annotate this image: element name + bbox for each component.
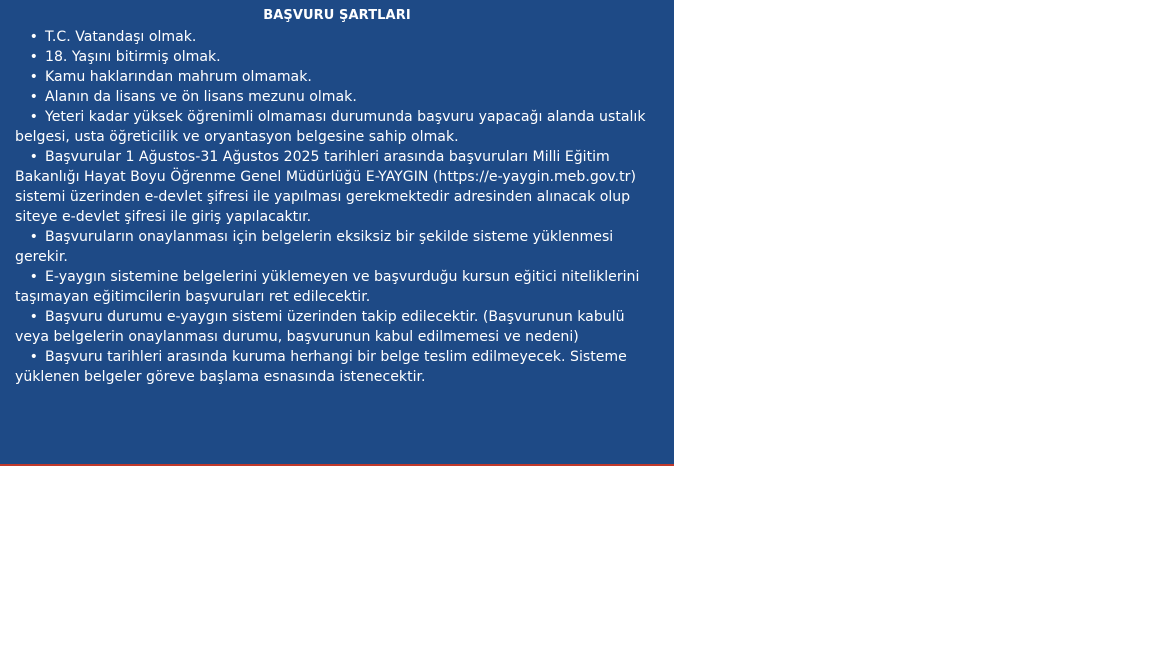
list-item-text: Kamu haklarından mahrum olmamak. [45, 69, 312, 85]
list-item [15, 147, 659, 227]
bullet-icon [15, 27, 45, 47]
bullet-icon [15, 307, 45, 327]
list-item [15, 87, 659, 107]
list-item [15, 267, 659, 307]
list-item-text: Alanın da lisans ve ön lisans mezunu olmak. [45, 89, 357, 105]
list-item-text: E-yaygın sistemine belgelerini yüklemeyen ve başvurduğu kursun eğitici niteliklerini taşımayan eğitimcilerin başvuruları ret edilecektir. [15, 269, 640, 305]
list-item [15, 307, 659, 347]
list-item-text: 18. Yaşını bitirmiş olmak. [45, 49, 221, 65]
list-item [15, 227, 659, 267]
bullet-icon [15, 87, 45, 107]
list-item-text: Başvuruların onaylanması için belgelerin eksiksiz bir şekilde sisteme yüklenmesi gerekir. [15, 229, 614, 265]
bullet-icon [15, 267, 45, 287]
list-item [15, 67, 659, 87]
requirements-panel [0, 0, 674, 466]
bullet-icon [15, 107, 45, 127]
bullet-icon [15, 227, 45, 247]
list-item-text: Başvuru tarihleri arasında kuruma herhangi bir belge teslim edilmeyecek. Sisteme yüklenen belgeler göreve başlama esnasında istenecektir. [15, 349, 627, 385]
list-item [15, 27, 659, 47]
list-item-text: Başvurular 1 Ağustos-31 Ağustos 2025 tarihleri arasında başvuruları Milli Eğitim Bakanlığı Hayat Boyu Öğrenme Genel Müdürlüğü E-YAYGIN (https://e-yaygin.meb.gov.tr) sistemi üzerinden e-devlet şifresi ile yapılması gerekmektedir adresinden alınacak olup siteye e-devlet şifresi ile giriş yapılacaktır. [15, 149, 636, 225]
bullet-icon [15, 347, 45, 367]
page-title: BAŞVURU ŞARTLARI [263, 8, 411, 23]
list-item [15, 107, 659, 147]
bullet-icon [15, 47, 45, 67]
bullet-icon [15, 147, 45, 167]
requirements-list [15, 27, 659, 387]
list-item [15, 47, 659, 67]
list-item-text: Yeteri kadar yüksek öğrenimli olmaması durumunda başvuru yapacağı alanda ustalık belgesi, usta öğreticilik ve oryantasyon belgesine sahip olmak. [15, 109, 646, 145]
list-item-text: T.C. Vatandaşı olmak. [45, 29, 197, 45]
list-item-text: Başvuru durumu e-yaygın sistemi üzerinden takip edilecektir. (Başvurunun kabulü veya belgelerin onaylanması durumu, başvurunun kabul edilmemesi ve nedeni) [15, 309, 625, 345]
list-item [15, 347, 659, 387]
bullet-icon [15, 67, 45, 87]
